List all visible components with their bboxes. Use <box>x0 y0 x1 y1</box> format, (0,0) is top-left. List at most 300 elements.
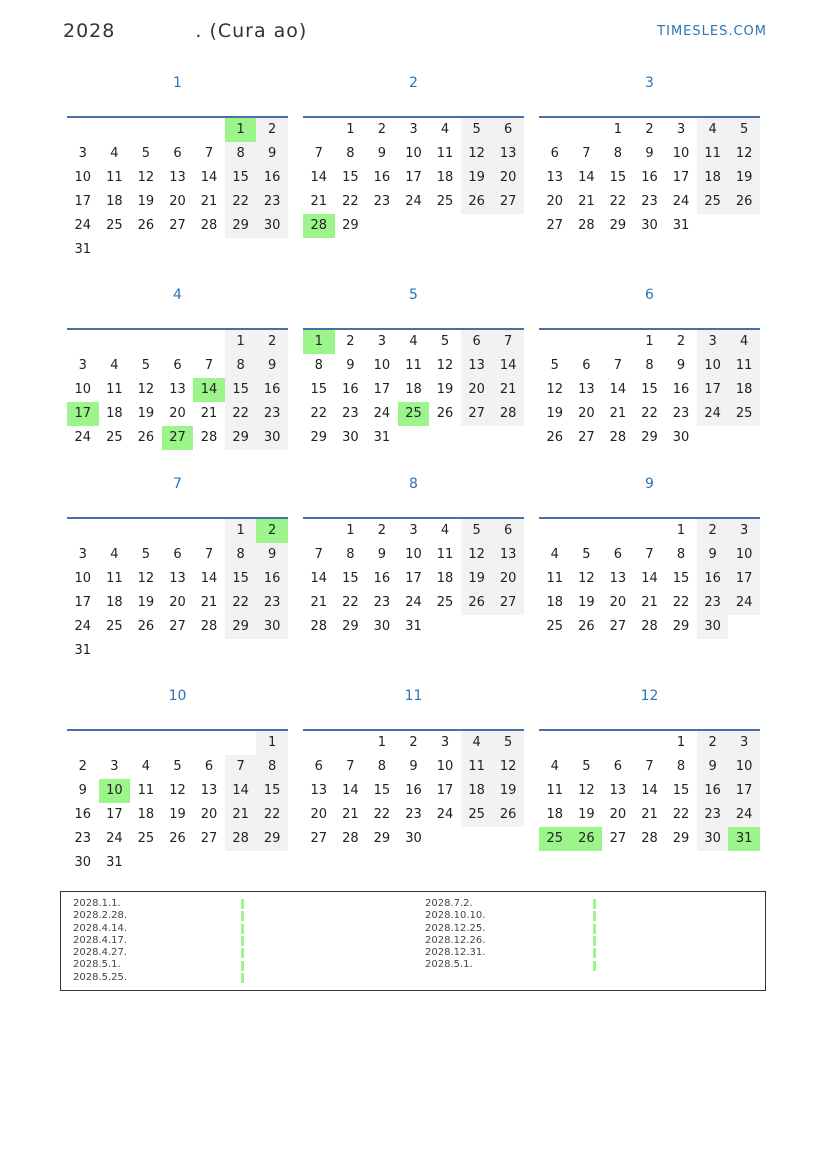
day-cell[interactable]: 5 <box>461 519 493 543</box>
day-cell[interactable]: 9 <box>78 783 87 798</box>
day-cell[interactable]: 26 <box>169 831 186 846</box>
day-cell[interactable]: 8 <box>613 146 623 161</box>
day-cell[interactable]: 7 <box>314 547 323 562</box>
day-cell[interactable]: 19 <box>461 567 493 591</box>
day-cell[interactable]: 3 <box>377 334 387 349</box>
day-cell[interactable]: 20 <box>461 378 493 402</box>
day-cell[interactable]: 30 <box>74 855 92 870</box>
day-cell[interactable]: 18 <box>137 807 155 822</box>
day-cell[interactable]: 24 <box>728 591 760 615</box>
day-cell[interactable]: 16 <box>256 166 288 190</box>
day-cell[interactable]: 10 <box>405 146 422 161</box>
day-cell[interactable]: 25 <box>106 218 123 233</box>
day-cell[interactable]: 8 <box>225 142 257 166</box>
day-cell[interactable]: 13 <box>609 571 627 586</box>
day-cell[interactable]: 7 <box>613 358 623 373</box>
holiday-day-cell[interactable]: 2 <box>256 519 288 543</box>
day-cell[interactable]: 18 <box>436 170 454 185</box>
day-cell[interactable]: 24 <box>74 218 92 233</box>
day-cell[interactable]: 30 <box>373 619 391 634</box>
day-cell[interactable]: 2 <box>377 122 387 137</box>
day-cell[interactable]: 14 <box>641 571 658 586</box>
day-cell[interactable]: 29 <box>373 831 391 846</box>
day-cell[interactable]: 17 <box>74 595 92 610</box>
day-cell[interactable]: 17 <box>74 194 92 209</box>
day-cell[interactable]: 13 <box>169 571 186 586</box>
day-cell[interactable]: 7 <box>492 330 524 354</box>
day-cell[interactable]: 13 <box>200 783 218 798</box>
day-cell[interactable]: 10 <box>436 759 454 774</box>
day-cell[interactable]: 24 <box>697 402 729 426</box>
day-cell[interactable]: 3 <box>110 759 119 774</box>
day-cell[interactable]: 18 <box>546 595 564 610</box>
day-cell[interactable]: 2 <box>346 334 355 349</box>
day-cell[interactable]: 20 <box>578 406 595 421</box>
day-cell[interactable]: 1 <box>346 122 355 137</box>
day-cell[interactable]: 22 <box>609 194 627 209</box>
day-cell[interactable]: 21 <box>492 378 524 402</box>
day-cell[interactable]: 17 <box>405 571 422 586</box>
day-cell[interactable]: 17 <box>697 378 729 402</box>
day-cell[interactable]: 22 <box>672 807 690 822</box>
day-cell[interactable]: 16 <box>74 807 92 822</box>
day-cell[interactable]: 5 <box>141 146 151 161</box>
day-cell[interactable]: 12 <box>436 358 454 373</box>
day-cell[interactable]: 30 <box>641 218 658 233</box>
day-cell[interactable]: 27 <box>492 190 524 214</box>
day-cell[interactable]: 23 <box>256 591 288 615</box>
day-cell[interactable]: 9 <box>697 543 729 567</box>
day-cell[interactable]: 8 <box>256 755 288 779</box>
day-cell[interactable]: 23 <box>697 591 729 615</box>
day-cell[interactable]: 7 <box>346 759 355 774</box>
day-cell[interactable]: 13 <box>578 382 595 397</box>
day-cell[interactable]: 16 <box>697 567 729 591</box>
day-cell[interactable]: 16 <box>641 170 658 185</box>
day-cell[interactable]: 19 <box>461 166 493 190</box>
day-cell[interactable]: 26 <box>137 430 155 445</box>
day-cell[interactable]: 24 <box>672 194 690 209</box>
day-cell[interactable]: 10 <box>74 571 92 586</box>
day-cell[interactable]: 27 <box>169 619 186 634</box>
day-cell[interactable]: 16 <box>342 382 359 397</box>
day-cell[interactable]: 29 <box>310 430 328 445</box>
day-cell[interactable]: 10 <box>728 543 760 567</box>
day-cell[interactable]: 3 <box>440 735 450 750</box>
day-cell[interactable]: 30 <box>405 831 422 846</box>
day-cell[interactable]: 15 <box>641 382 658 397</box>
day-cell[interactable]: 28 <box>200 218 218 233</box>
day-cell[interactable]: 8 <box>676 759 686 774</box>
day-cell[interactable]: 18 <box>461 779 493 803</box>
day-cell[interactable]: 6 <box>173 358 182 373</box>
day-cell[interactable]: 6 <box>613 759 623 774</box>
day-cell[interactable]: 23 <box>256 190 288 214</box>
holiday-day-cell[interactable]: 31 <box>728 827 760 851</box>
day-cell[interactable]: 20 <box>200 807 218 822</box>
day-cell[interactable]: 14 <box>609 382 627 397</box>
day-cell[interactable]: 18 <box>106 595 123 610</box>
day-cell[interactable]: 21 <box>578 194 595 209</box>
day-cell[interactable]: 25 <box>106 619 123 634</box>
day-cell[interactable]: 10 <box>697 354 729 378</box>
day-cell[interactable]: 3 <box>409 523 418 538</box>
day-cell[interactable]: 10 <box>74 170 92 185</box>
day-cell[interactable]: 28 <box>578 218 595 233</box>
day-cell[interactable]: 27 <box>200 831 218 846</box>
day-cell[interactable]: 25 <box>546 619 564 634</box>
day-cell[interactable]: 13 <box>461 354 493 378</box>
day-cell[interactable]: 2 <box>256 118 288 142</box>
day-cell[interactable]: 3 <box>676 122 686 137</box>
day-cell[interactable]: 24 <box>436 807 454 822</box>
day-cell[interactable]: 4 <box>697 118 729 142</box>
day-cell[interactable]: 27 <box>578 430 595 445</box>
day-cell[interactable]: 1 <box>256 731 288 755</box>
day-cell[interactable]: 9 <box>256 543 288 567</box>
day-cell[interactable]: 30 <box>697 615 729 639</box>
day-cell[interactable]: 18 <box>106 406 123 421</box>
day-cell[interactable]: 17 <box>728 567 760 591</box>
day-cell[interactable]: 5 <box>550 358 559 373</box>
day-cell[interactable]: 4 <box>141 759 151 774</box>
day-cell[interactable]: 4 <box>461 731 493 755</box>
holiday-day-cell[interactable]: 10 <box>99 779 131 803</box>
day-cell[interactable]: 21 <box>641 807 658 822</box>
day-cell[interactable]: 29 <box>342 619 359 634</box>
day-cell[interactable]: 28 <box>342 831 359 846</box>
day-cell[interactable]: 17 <box>106 807 123 822</box>
day-cell[interactable]: 4 <box>550 759 559 774</box>
day-cell[interactable]: 4 <box>110 358 119 373</box>
day-cell[interactable]: 26 <box>728 190 760 214</box>
day-cell[interactable]: 24 <box>373 406 391 421</box>
day-cell[interactable]: 26 <box>461 190 493 214</box>
day-cell[interactable]: 9 <box>377 547 387 562</box>
day-cell[interactable]: 28 <box>641 831 658 846</box>
day-cell[interactable]: 1 <box>346 523 355 538</box>
day-cell[interactable]: 21 <box>200 406 218 421</box>
day-cell[interactable]: 29 <box>225 214 257 238</box>
day-cell[interactable]: 12 <box>728 142 760 166</box>
day-cell[interactable]: 7 <box>204 547 214 562</box>
day-cell[interactable]: 24 <box>106 831 123 846</box>
day-cell[interactable]: 6 <box>461 330 493 354</box>
day-cell[interactable]: 6 <box>613 547 623 562</box>
day-cell[interactable]: 22 <box>342 194 359 209</box>
day-cell[interactable]: 24 <box>728 803 760 827</box>
day-cell[interactable]: 7 <box>314 146 323 161</box>
day-cell[interactable]: 13 <box>492 543 524 567</box>
day-cell[interactable]: 11 <box>546 571 564 586</box>
day-cell[interactable]: 26 <box>546 430 564 445</box>
day-cell[interactable]: 12 <box>578 783 595 798</box>
day-cell[interactable]: 19 <box>169 807 186 822</box>
day-cell[interactable]: 22 <box>373 807 391 822</box>
day-cell[interactable]: 10 <box>373 358 391 373</box>
day-cell[interactable]: 28 <box>492 402 524 426</box>
day-cell[interactable]: 8 <box>377 759 387 774</box>
day-cell[interactable]: 1 <box>377 735 387 750</box>
day-cell[interactable]: 4 <box>409 334 418 349</box>
day-cell[interactable]: 21 <box>310 194 328 209</box>
day-cell[interactable]: 22 <box>310 406 328 421</box>
day-cell[interactable]: 17 <box>373 382 391 397</box>
day-cell[interactable]: 11 <box>106 170 123 185</box>
holiday-day-cell[interactable]: 14 <box>193 378 225 402</box>
day-cell[interactable]: 16 <box>256 378 288 402</box>
day-cell[interactable]: 18 <box>728 378 760 402</box>
day-cell[interactable]: 9 <box>377 146 387 161</box>
holiday-day-cell[interactable]: 1 <box>303 330 335 354</box>
day-cell[interactable]: 30 <box>256 214 288 238</box>
day-cell[interactable]: 11 <box>405 358 422 373</box>
day-cell[interactable]: 25 <box>728 402 760 426</box>
day-cell[interactable]: 27 <box>169 218 186 233</box>
day-cell[interactable]: 9 <box>256 354 288 378</box>
day-cell[interactable]: 7 <box>204 358 214 373</box>
day-cell[interactable]: 6 <box>314 759 323 774</box>
day-cell[interactable]: 12 <box>169 783 186 798</box>
day-cell[interactable]: 7 <box>225 755 257 779</box>
day-cell[interactable]: 28 <box>200 619 218 634</box>
day-cell[interactable]: 20 <box>546 194 564 209</box>
day-cell[interactable]: 18 <box>546 807 564 822</box>
day-cell[interactable]: 14 <box>225 779 257 803</box>
day-cell[interactable]: 6 <box>582 358 591 373</box>
day-cell[interactable]: 11 <box>697 142 729 166</box>
day-cell[interactable]: 13 <box>169 170 186 185</box>
day-cell[interactable]: 26 <box>137 218 155 233</box>
day-cell[interactable]: 4 <box>550 547 559 562</box>
day-cell[interactable]: 16 <box>697 779 729 803</box>
day-cell[interactable]: 15 <box>342 170 359 185</box>
day-cell[interactable]: 28 <box>641 619 658 634</box>
day-cell[interactable]: 21 <box>342 807 359 822</box>
day-cell[interactable]: 1 <box>676 523 686 538</box>
day-cell[interactable]: 26 <box>137 619 155 634</box>
day-cell[interactable]: 12 <box>461 543 493 567</box>
day-cell[interactable]: 14 <box>641 783 658 798</box>
day-cell[interactable]: 13 <box>492 142 524 166</box>
day-cell[interactable]: 13 <box>310 783 328 798</box>
day-cell[interactable]: 19 <box>137 194 155 209</box>
day-cell[interactable]: 7 <box>582 146 591 161</box>
day-cell[interactable]: 18 <box>106 194 123 209</box>
day-cell[interactable]: 20 <box>310 807 328 822</box>
day-cell[interactable]: 23 <box>641 194 658 209</box>
holiday-day-cell[interactable]: 27 <box>162 426 194 450</box>
day-cell[interactable]: 23 <box>697 803 729 827</box>
day-cell[interactable]: 17 <box>728 779 760 803</box>
day-cell[interactable]: 7 <box>204 146 214 161</box>
day-cell[interactable]: 13 <box>546 170 564 185</box>
day-cell[interactable]: 20 <box>492 166 524 190</box>
day-cell[interactable]: 3 <box>728 519 760 543</box>
day-cell[interactable]: 29 <box>672 831 690 846</box>
day-cell[interactable]: 1 <box>225 519 257 543</box>
day-cell[interactable]: 24 <box>405 194 422 209</box>
day-cell[interactable]: 16 <box>405 783 422 798</box>
day-cell[interactable]: 5 <box>492 731 524 755</box>
day-cell[interactable]: 27 <box>310 831 328 846</box>
day-cell[interactable]: 19 <box>436 382 454 397</box>
day-cell[interactable]: 30 <box>256 426 288 450</box>
day-cell[interactable]: 12 <box>492 755 524 779</box>
day-cell[interactable]: 2 <box>78 759 87 774</box>
day-cell[interactable]: 6 <box>550 146 559 161</box>
day-cell[interactable]: 14 <box>310 170 328 185</box>
day-cell[interactable]: 2 <box>676 334 686 349</box>
day-cell[interactable]: 3 <box>78 358 87 373</box>
day-cell[interactable]: 30 <box>697 827 729 851</box>
day-cell[interactable]: 27 <box>492 591 524 615</box>
day-cell[interactable]: 22 <box>225 190 257 214</box>
day-cell[interactable]: 4 <box>728 330 760 354</box>
day-cell[interactable]: 21 <box>609 406 627 421</box>
day-cell[interactable]: 24 <box>74 619 92 634</box>
day-cell[interactable]: 11 <box>436 146 454 161</box>
day-cell[interactable]: 25 <box>436 194 454 209</box>
day-cell[interactable]: 7 <box>645 547 654 562</box>
day-cell[interactable]: 20 <box>169 406 186 421</box>
day-cell[interactable]: 8 <box>346 146 355 161</box>
holiday-day-cell[interactable]: 26 <box>571 827 603 851</box>
holiday-day-cell[interactable]: 28 <box>303 214 335 238</box>
day-cell[interactable]: 23 <box>342 406 359 421</box>
day-cell[interactable]: 29 <box>225 615 257 639</box>
day-cell[interactable]: 4 <box>440 523 450 538</box>
day-cell[interactable]: 16 <box>373 170 391 185</box>
day-cell[interactable]: 23 <box>256 402 288 426</box>
day-cell[interactable]: 6 <box>492 519 524 543</box>
day-cell[interactable]: 21 <box>225 803 257 827</box>
day-cell[interactable]: 15 <box>373 783 391 798</box>
day-cell[interactable]: 29 <box>609 218 627 233</box>
holiday-day-cell[interactable]: 25 <box>539 827 571 851</box>
day-cell[interactable]: 15 <box>672 783 690 798</box>
holiday-day-cell[interactable]: 25 <box>398 402 430 426</box>
day-cell[interactable]: 5 <box>728 118 760 142</box>
day-cell[interactable]: 20 <box>492 567 524 591</box>
day-cell[interactable]: 8 <box>645 358 654 373</box>
day-cell[interactable]: 20 <box>169 194 186 209</box>
day-cell[interactable]: 5 <box>440 334 450 349</box>
day-cell[interactable]: 23 <box>672 406 690 421</box>
day-cell[interactable]: 15 <box>310 382 328 397</box>
day-cell[interactable]: 22 <box>256 803 288 827</box>
day-cell[interactable]: 14 <box>200 571 218 586</box>
day-cell[interactable]: 28 <box>310 619 328 634</box>
day-cell[interactable]: 31 <box>74 242 92 257</box>
day-cell[interactable]: 1 <box>225 330 257 354</box>
day-cell[interactable]: 20 <box>169 595 186 610</box>
day-cell[interactable]: 5 <box>582 547 591 562</box>
day-cell[interactable]: 16 <box>373 571 391 586</box>
day-cell[interactable]: 11 <box>461 755 493 779</box>
day-cell[interactable]: 6 <box>204 759 214 774</box>
day-cell[interactable]: 23 <box>405 807 422 822</box>
day-cell[interactable]: 15 <box>342 571 359 586</box>
day-cell[interactable]: 9 <box>409 759 418 774</box>
day-cell[interactable]: 9 <box>645 146 654 161</box>
day-cell[interactable]: 3 <box>697 330 729 354</box>
day-cell[interactable]: 12 <box>578 571 595 586</box>
day-cell[interactable]: 25 <box>106 430 123 445</box>
day-cell[interactable]: 19 <box>578 595 595 610</box>
day-cell[interactable]: 23 <box>373 595 391 610</box>
day-cell[interactable]: 25 <box>697 190 729 214</box>
day-cell[interactable]: 2 <box>377 523 387 538</box>
day-cell[interactable]: 25 <box>461 803 493 827</box>
day-cell[interactable]: 4 <box>440 122 450 137</box>
day-cell[interactable]: 2 <box>697 519 729 543</box>
day-cell[interactable]: 3 <box>409 122 418 137</box>
day-cell[interactable]: 23 <box>373 194 391 209</box>
day-cell[interactable]: 25 <box>137 831 155 846</box>
day-cell[interactable]: 31 <box>373 430 391 445</box>
day-cell[interactable]: 12 <box>137 382 155 397</box>
day-cell[interactable]: 8 <box>346 547 355 562</box>
day-cell[interactable]: 31 <box>106 855 123 870</box>
day-cell[interactable]: 5 <box>173 759 182 774</box>
day-cell[interactable]: 4 <box>110 547 119 562</box>
day-cell[interactable]: 21 <box>310 595 328 610</box>
day-cell[interactable]: 8 <box>676 547 686 562</box>
day-cell[interactable]: 22 <box>342 595 359 610</box>
day-cell[interactable]: 12 <box>546 382 564 397</box>
day-cell[interactable]: 11 <box>137 783 155 798</box>
day-cell[interactable]: 18 <box>697 166 729 190</box>
day-cell[interactable]: 20 <box>609 595 627 610</box>
day-cell[interactable]: 29 <box>641 430 658 445</box>
day-cell[interactable]: 15 <box>225 378 257 402</box>
day-cell[interactable]: 11 <box>106 382 123 397</box>
day-cell[interactable]: 7 <box>645 759 654 774</box>
day-cell[interactable]: 12 <box>137 571 155 586</box>
day-cell[interactable]: 19 <box>578 807 595 822</box>
day-cell[interactable]: 26 <box>492 803 524 827</box>
day-cell[interactable]: 28 <box>609 430 627 445</box>
day-cell[interactable]: 28 <box>225 827 257 851</box>
brand-link[interactable]: TIMESLES.COM <box>657 24 767 39</box>
day-cell[interactable]: 19 <box>137 406 155 421</box>
day-cell[interactable]: 21 <box>200 194 218 209</box>
day-cell[interactable]: 13 <box>169 382 186 397</box>
day-cell[interactable]: 19 <box>137 595 155 610</box>
holiday-day-cell[interactable]: 1 <box>225 118 257 142</box>
day-cell[interactable]: 15 <box>225 166 257 190</box>
day-cell[interactable]: 15 <box>225 567 257 591</box>
day-cell[interactable]: 11 <box>546 783 564 798</box>
day-cell[interactable]: 29 <box>672 619 690 634</box>
day-cell[interactable]: 10 <box>728 755 760 779</box>
day-cell[interactable]: 9 <box>697 755 729 779</box>
holiday-day-cell[interactable]: 17 <box>67 402 99 426</box>
day-cell[interactable]: 11 <box>728 354 760 378</box>
day-cell[interactable]: 5 <box>141 358 151 373</box>
day-cell[interactable]: 26 <box>461 591 493 615</box>
day-cell[interactable]: 29 <box>342 218 359 233</box>
day-cell[interactable]: 27 <box>609 619 627 634</box>
day-cell[interactable]: 31 <box>405 619 422 634</box>
day-cell[interactable]: 27 <box>461 402 493 426</box>
day-cell[interactable]: 2 <box>645 122 654 137</box>
day-cell[interactable]: 1 <box>613 122 623 137</box>
day-cell[interactable]: 14 <box>200 170 218 185</box>
day-cell[interactable]: 16 <box>672 382 690 397</box>
day-cell[interactable]: 29 <box>256 827 288 851</box>
